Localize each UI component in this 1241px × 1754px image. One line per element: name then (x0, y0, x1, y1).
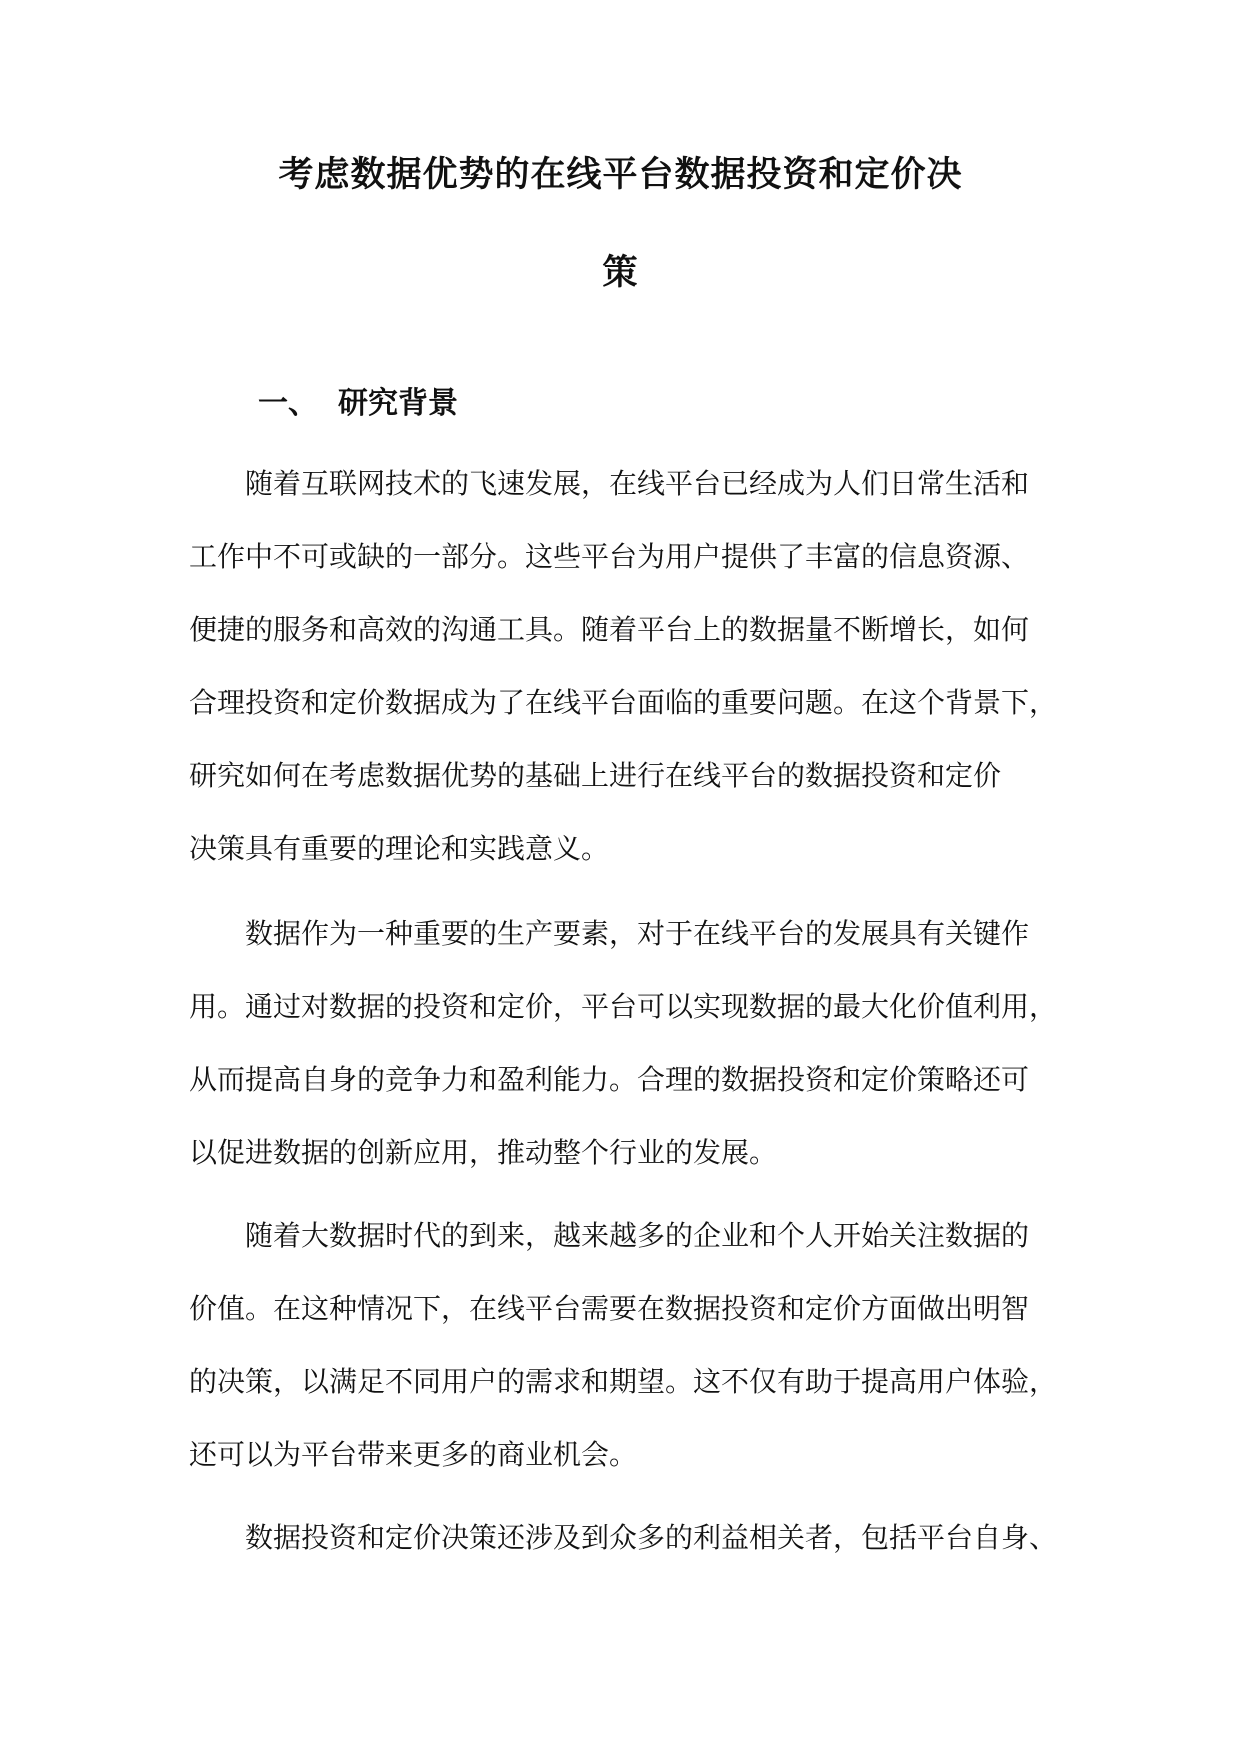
paragraph-2-line-1: 数据作为一种重要的生产要素，对于在线平台的发展具有关键作 (245, 917, 1030, 950)
paragraph-3-line-2: 价值。在这种情况下，在线平台需要在数据投资和定价方面做出明智 (189, 1292, 1030, 1325)
document-title-line-2: 策 (602, 253, 639, 293)
paragraph-3-line-1: 随着大数据时代的到来，越来越多的企业和个人开始关注数据的 (245, 1219, 1030, 1252)
paragraph-1-line-4: 合理投资和定价数据成为了在线平台面临的重要问题。在这个背景下， (189, 686, 1058, 719)
paragraph-3-line-3: 的决策，以满足不同用户的需求和期望。这不仅有助于提高用户体验， (189, 1365, 1058, 1398)
paragraph-4-line-1: 数据投资和定价决策还涉及到众多的利益相关者，包括平台自身、 (245, 1521, 1058, 1554)
paragraph-1-line-2: 工作中不可或缺的一部分。这些平台为用户提供了丰富的信息资源、 (189, 540, 1030, 573)
paragraph-1-line-5: 研究如何在考虑数据优势的基础上进行在线平台的数据投资和定价 (189, 759, 1002, 792)
paragraph-1-line-1: 随着互联网技术的飞速发展，在线平台已经成为人们日常生活和 (245, 467, 1030, 500)
paragraph-2-line-4: 以促进数据的创新应用，推动整个行业的发展。 (189, 1136, 778, 1169)
paragraph-3-line-4: 还可以为平台带来更多的商业机会。 (189, 1438, 638, 1471)
paragraph-2-line-3: 从而提高自身的竞争力和盈利能力。合理的数据投资和定价策略还可 (189, 1063, 1030, 1096)
paragraph-1-line-3: 便捷的服务和高效的沟通工具。随着平台上的数据量不断增长，如何 (189, 613, 1030, 646)
document-title-line-1: 考虑数据优势的在线平台数据投资和定价决 (278, 155, 963, 195)
section-title: 研究背景 (338, 386, 458, 421)
section-heading (258, 384, 458, 424)
section-number: 一、 (258, 386, 318, 421)
paragraph-2-line-2: 用。通过对数据的投资和定价，平台可以实现数据的最大化价值利用， (189, 990, 1058, 1023)
paragraph-1-line-6: 决策具有重要的理论和实践意义。 (189, 832, 610, 865)
